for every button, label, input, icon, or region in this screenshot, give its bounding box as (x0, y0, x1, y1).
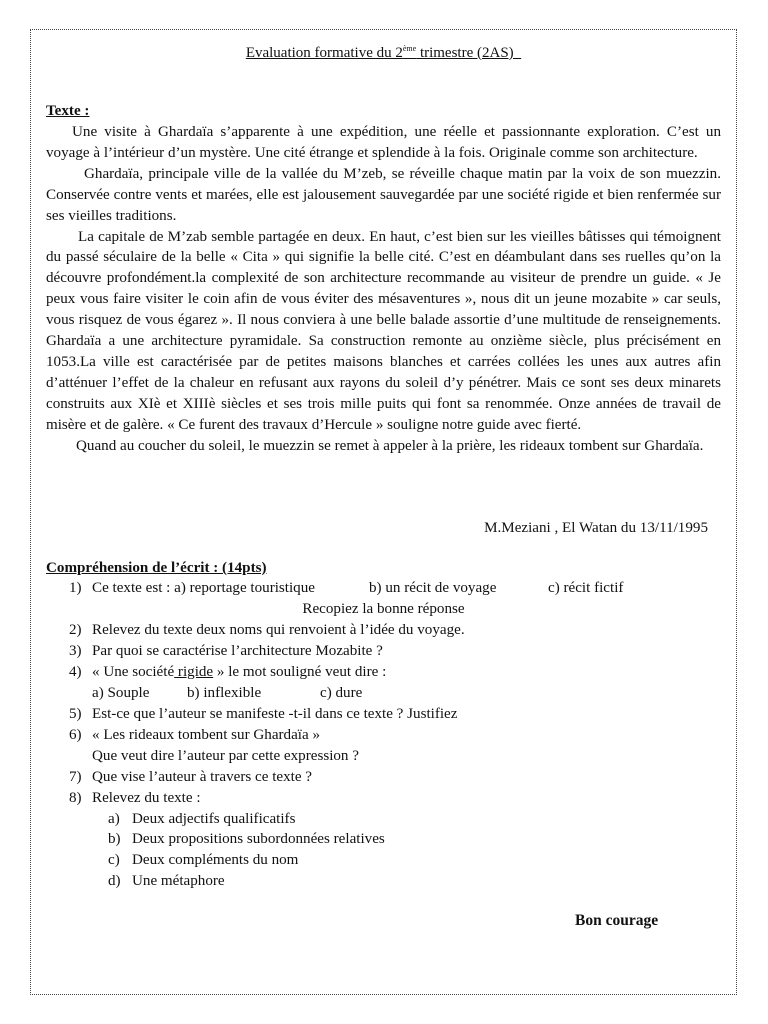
question-text: Ce texte est : a) reportage touristique (92, 580, 315, 596)
question-text-end: » le mot souligné veut dire : (213, 664, 387, 680)
question-number: 5) (69, 706, 82, 722)
question-number: 8) (69, 790, 82, 806)
question-text-start: « Une société (92, 664, 175, 680)
paragraph: La capitale de M’zab semble partagée en deux. En haut, c’est bien sur les vieilles bâtisses qui témoignent du passé séculaire de la belle « Cita » qui signifie la belle cité. C’est en déambulant dans ses ruelles qu’on la découvre profondément.la complexité de son architecture recommande au visiteur de prendre un guide. « Je peux vous faire visiter le coin afin de vous éviter des mésaventures », nous dit un jeune mozabite » car seuls, vous risquez de vous égarez ». Il nous conviera à une belle balade assortie d’une multitude de renseignements. Ghardaïa a une architecture pyramidale. Sa construction remonte au onzième siècle, plus précisément en 1053.La ville est caractérisée par de petites maisons blanches et carrées collées les unes aux autres afin d’atténuer l’effet de la chaleur en refusant aux rayons du soleil d’y pénétrer. Mais ce sont ses deux minarets construits aux XIè et XIIIè siècles et ses trois mille puits qui font sa renommée. Onze années de travail de misère et de galère. « Ce furent des travaux d’Hercule » souligne notre guide avec fierté. (46, 228, 721, 433)
source-citation: M.Meziani , El Watan du 13/11/1995 (484, 520, 708, 536)
question-number: 2) (69, 622, 82, 638)
question-text: Que vise l’auteur à travers ce texte ? (92, 769, 313, 785)
question-number: 7) (69, 769, 82, 785)
option-a: a) Souple (92, 685, 150, 701)
comprehension-heading: Compréhension de l’écrit : (14pts) (46, 560, 267, 576)
list-item-letter: a) (108, 811, 120, 827)
question-text: « Les rideaux tombent sur Ghardaïa » (92, 727, 321, 743)
list-item-text: Deux adjectifs qualificatifs (132, 811, 296, 827)
question-number: 6) (69, 727, 82, 743)
question-number: 4) (69, 664, 82, 680)
closing-message: Bon courage (575, 912, 659, 929)
list-item-letter: c) (108, 852, 120, 868)
title-text: Evaluation formative du 2 (245, 45, 403, 61)
question-instruction: Recopiez la bonne réponse (302, 601, 465, 617)
paragraph: Ghardaïa, principale ville de la vallée du M’zeb, se réveille chaque matin par la voix de son muezzin. Conservée contre vents et marées, elle est jalousement sauvegardée par une société rigide et bien renfermée sur ses vieilles traditions. (46, 165, 721, 224)
paragraph: Quand au coucher du soleil, le muezzin se remet à appeler à la prière, les rideaux tombent sur Ghardaïa. (76, 437, 704, 454)
option-b: b) un récit de voyage (369, 580, 497, 596)
reading-passage (46, 122, 721, 457)
list-item-text: Une métaphore (132, 873, 225, 889)
question-number: 3) (69, 643, 82, 659)
title-superscript: ème (402, 44, 417, 53)
underlined-word: rigide (174, 664, 214, 680)
question-text (92, 664, 386, 681)
page-title (46, 44, 721, 62)
question-text: Est-ce que l’auteur se manifeste -t-il dans ce texte ? Justifiez (92, 706, 458, 722)
option-c: c) dure (320, 685, 363, 701)
option-c: c) récit fictif (548, 580, 624, 596)
list-item-letter: d) (108, 873, 121, 889)
question-text: Relevez du texte : (92, 790, 201, 806)
question-text: Que veut dire l’auteur par cette expression ? (92, 748, 359, 764)
title-text-end: trimestre (2AS) (416, 45, 522, 61)
paragraph: Une visite à Ghardaïa s’apparente à une expédition, une réelle et passionnante exploration. C’est un voyage à l’intérieur d’un mystère. Une cité étrange et splendide à la fois. Originale comme son architecture. (46, 124, 721, 161)
list-item-letter: b) (108, 831, 121, 847)
question-text: Relevez du texte deux noms qui renvoient à l’idée du voyage. (92, 622, 465, 638)
list-item-text: Deux propositions subordonnées relatives (132, 831, 385, 847)
question-text: Par quoi se caractérise l’architecture Mozabite ? (92, 643, 383, 659)
question-number: 1) (69, 580, 82, 596)
option-b: b) inflexible (187, 685, 262, 701)
list-item-text: Deux compléments du nom (132, 852, 299, 868)
text-heading: Texte : (46, 103, 90, 119)
